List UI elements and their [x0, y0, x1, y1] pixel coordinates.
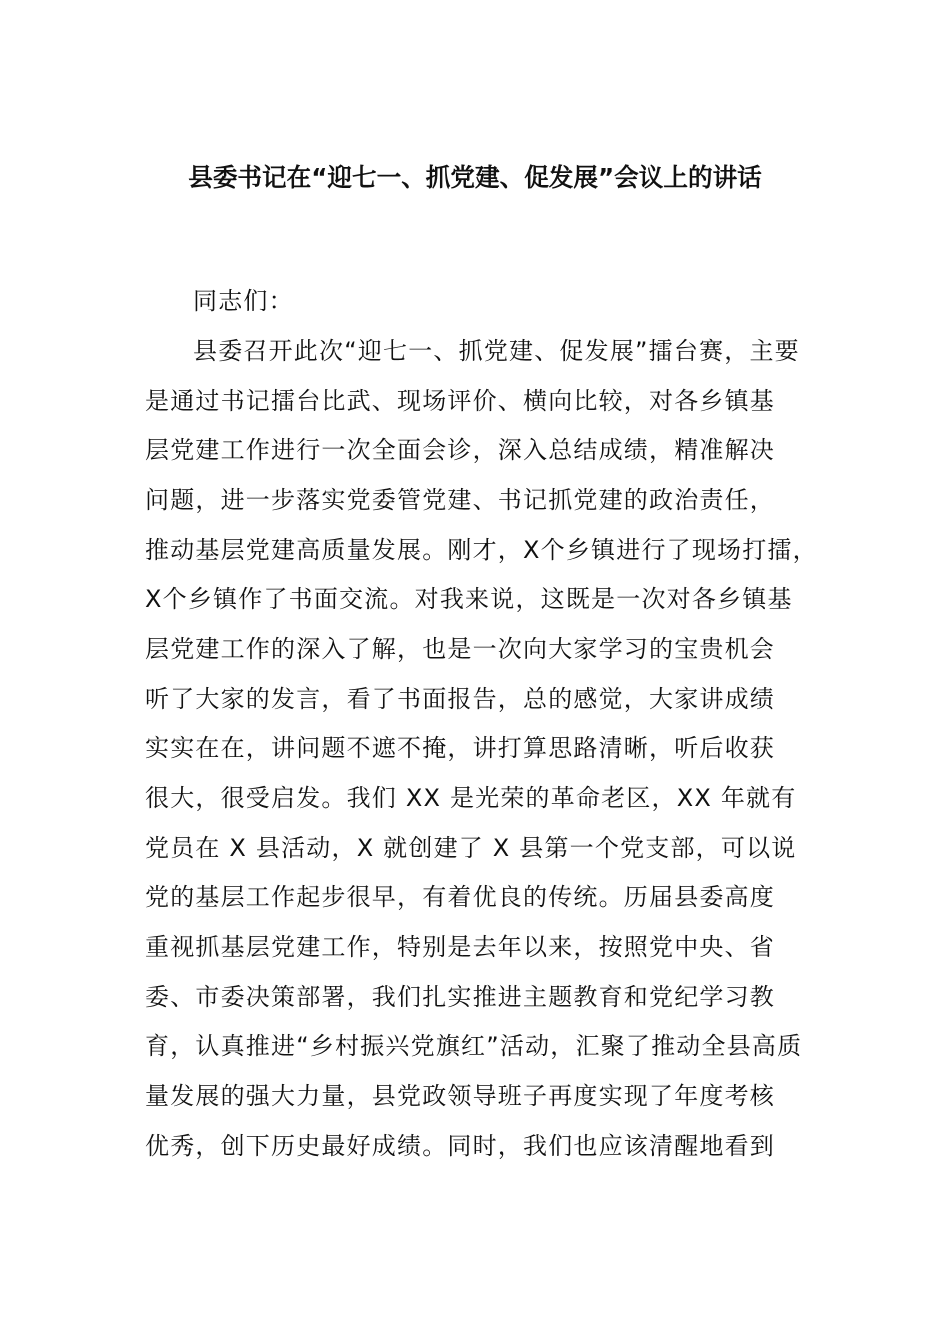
salutation: 同志们：: [193, 287, 294, 315]
body-line: 层党建工作的深入了解，也是一次向大家学习的宝贵机会: [145, 635, 775, 663]
body-line: 重视抓基层党建工作，特别是去年以来，按照党中央、省: [145, 933, 775, 961]
body-line: 优秀，创下历史最好成绩。同时，我们也应该清醒地看到: [145, 1132, 775, 1160]
body-line: 委、市委决策部署，我们扎实推进主题教育和党纪学习教: [145, 983, 775, 1011]
body-line: 实实在在，讲问题不遮不掩，讲打算思路清晰，听后收获: [145, 734, 775, 762]
body-line: 问题，进一步落实党委管党建、书记抓党建的政治责任，: [145, 486, 775, 514]
body-line: 党员在 X 县活动，X 就创建了 X 县第一个党支部，可以说: [145, 834, 797, 862]
body-line: 县委召开此次“迎七一、抓党建、促发展”擂台赛，主要: [193, 337, 800, 365]
body-line: 量发展的强大力量，县党政领导班子再度实现了年度考核: [145, 1082, 775, 1110]
body-line: 是通过书记擂台比武、现场评价、横向比较，对各乡镇基: [145, 387, 775, 415]
body-line: 听了大家的发言，看了书面报告，总的感觉，大家讲成绩: [145, 685, 775, 713]
body-line: 育，认真推进“乡村振兴党旗红”活动，汇聚了推动全县高质: [145, 1032, 803, 1060]
body-line: 很大，很受启发。我们 XX 是光荣的革命老区，XX 年就有: [145, 784, 797, 812]
document-title: 县委书记在“迎七一、抓党建、促发展”会议上的讲话: [188, 163, 762, 192]
body-line: 层党建工作进行一次全面会诊，深入总结成绩，精准解决: [145, 436, 775, 464]
body-line: 党的基层工作起步很早，有着优良的传统。历届县委高度: [145, 883, 775, 911]
body-line: X个乡镇作了书面交流。对我来说，这既是一次对各乡镇基: [145, 585, 793, 613]
body-line: 推动基层党建高质量发展。刚才，X个乡镇进行了现场打擂，: [145, 536, 818, 564]
